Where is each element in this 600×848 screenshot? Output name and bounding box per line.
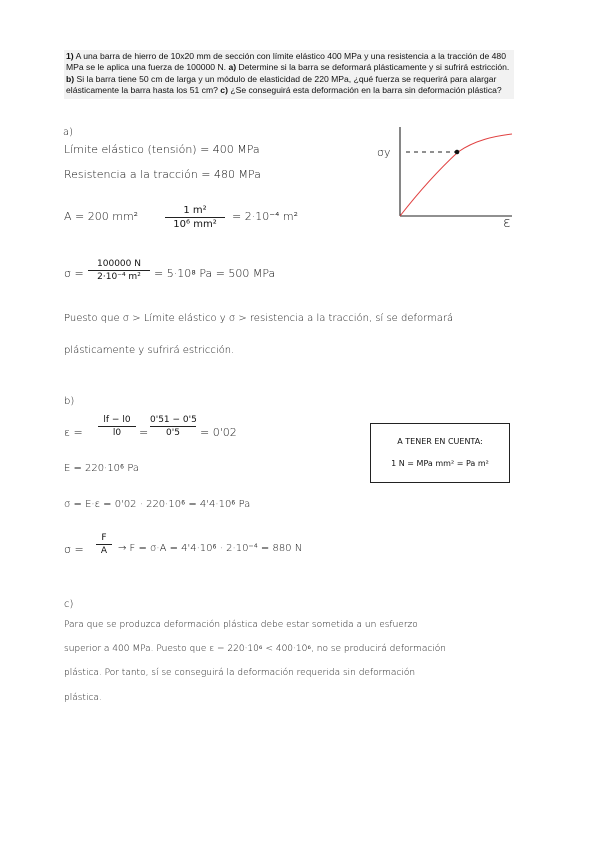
conclusion-a-line-2: plásticamente y sufrirá estricción. bbox=[64, 345, 235, 356]
part-c-label: c) bbox=[220, 85, 228, 96]
sigma-denominator: 2·10⁻⁴ m² bbox=[97, 272, 141, 282]
fraction-bar bbox=[96, 544, 112, 545]
part-c-heading: c) bbox=[64, 599, 74, 610]
sigma-lhs: σ = bbox=[64, 267, 84, 280]
conclusion-a-line-1: Puesto que σ > Límite elástico y σ > resistencia a la tracción, sí se deformará bbox=[64, 313, 454, 324]
part-a-label: a) bbox=[228, 62, 237, 73]
force-numerator: F bbox=[101, 533, 107, 543]
strain-lhs: ε = bbox=[64, 426, 83, 439]
problem-text-1: A una barra de hierro de 10x20 mm de sección con límite elástico 400 MPa y una resistencia a la tracción de 480 MPa se le aplica una fuerza de 100000 N. bbox=[66, 51, 506, 73]
strain-fraction-2 bbox=[150, 415, 196, 438]
conclusion-c-line-4: plástica. bbox=[64, 693, 102, 703]
area-result: = 2·10⁻⁴ m² bbox=[232, 210, 299, 223]
problem-text-4: ¿Se conseguirá esta deformación en la barra sin deformación plástica? bbox=[227, 85, 502, 96]
sigma-fraction bbox=[88, 259, 150, 282]
force-fraction bbox=[96, 533, 112, 556]
stress-strain-graph bbox=[370, 124, 515, 234]
force-denominator: A bbox=[100, 546, 108, 556]
conclusion-c-line-3: plástica. Por tanto, sí se conseguirá la deformación requerida sin deformación bbox=[64, 668, 416, 678]
elastic-modulus-line: E = 220·10⁶ Pa bbox=[64, 463, 140, 474]
stress-calc-line: σ = E·ε = 0'02 · 220·10⁶ = 4'4·10⁶ Pa bbox=[64, 499, 251, 510]
area-lhs: A = 200 mm² bbox=[64, 210, 139, 223]
note-units: 1 N = MPa mm² = Pa m² bbox=[391, 459, 489, 468]
force-result: → F = σ·A = 4'4·10⁶ · 2·10⁻⁴ = 880 N bbox=[118, 543, 303, 554]
conclusion-c-line-2: superior a 400 MPa. Puesto que ε = 220·10⁶ < 400·10⁶, no se producirá deformación bbox=[64, 644, 446, 654]
strain-result: = 0'02 bbox=[200, 426, 237, 439]
force-lhs: σ = bbox=[64, 543, 84, 556]
fraction-bar bbox=[150, 426, 196, 427]
tensile-strength-line: Resistencia a la tracción = 480 MPa bbox=[64, 168, 261, 181]
part-b-heading: b) bbox=[64, 396, 75, 407]
graph-y-label: σy bbox=[377, 146, 391, 159]
yield-point bbox=[455, 150, 460, 155]
strain-denominator-2: 0'5 bbox=[166, 428, 180, 438]
conclusion-c-line-1: Para que se produzca deformación plástica debe estar sometida a un esfuerzo bbox=[64, 620, 418, 630]
strain-fraction-1 bbox=[98, 415, 136, 438]
problem-text-2: Determine si la barra se deformará plásticamente y si sufrirá estricción. bbox=[236, 62, 510, 73]
note-box bbox=[370, 423, 510, 483]
strain-equals: = bbox=[139, 426, 149, 439]
strain-numerator-2: 0'51 − 0'5 bbox=[150, 415, 197, 425]
graph-x-label: ε bbox=[503, 215, 511, 231]
problem-number: 1) bbox=[66, 51, 74, 61]
sigma-numerator: 100000 N bbox=[97, 259, 141, 269]
sigma-result: = 5·10⁸ Pa = 500 MPa bbox=[154, 267, 276, 280]
elastic-limit-line: Límite elástico (tensión) = 400 MPa bbox=[64, 143, 260, 156]
area-conversion-fraction bbox=[165, 205, 225, 230]
part-b-label: b) bbox=[66, 73, 75, 84]
strain-numerator-1: lf − l0 bbox=[103, 415, 131, 425]
area-denominator: 10⁶ mm² bbox=[173, 219, 217, 230]
part-a-heading: a) bbox=[63, 127, 74, 138]
note-title: A TENER EN CUENTA: bbox=[397, 437, 483, 446]
area-numerator: 1 m² bbox=[183, 205, 207, 216]
fraction-bar bbox=[165, 217, 225, 218]
problem-text-3: Si la barra tiene 50 cm de larga y un módulo de elasticidad de 220 MPa, ¿qué fuerza se requerirá para alargar elásticamente la barra hasta los 51 cm? bbox=[66, 73, 497, 96]
stress-strain-curve bbox=[400, 134, 512, 216]
problem-statement bbox=[64, 50, 514, 99]
fraction-bar bbox=[98, 426, 136, 427]
strain-denominator-1: l0 bbox=[112, 428, 122, 438]
fraction-bar bbox=[88, 270, 150, 271]
